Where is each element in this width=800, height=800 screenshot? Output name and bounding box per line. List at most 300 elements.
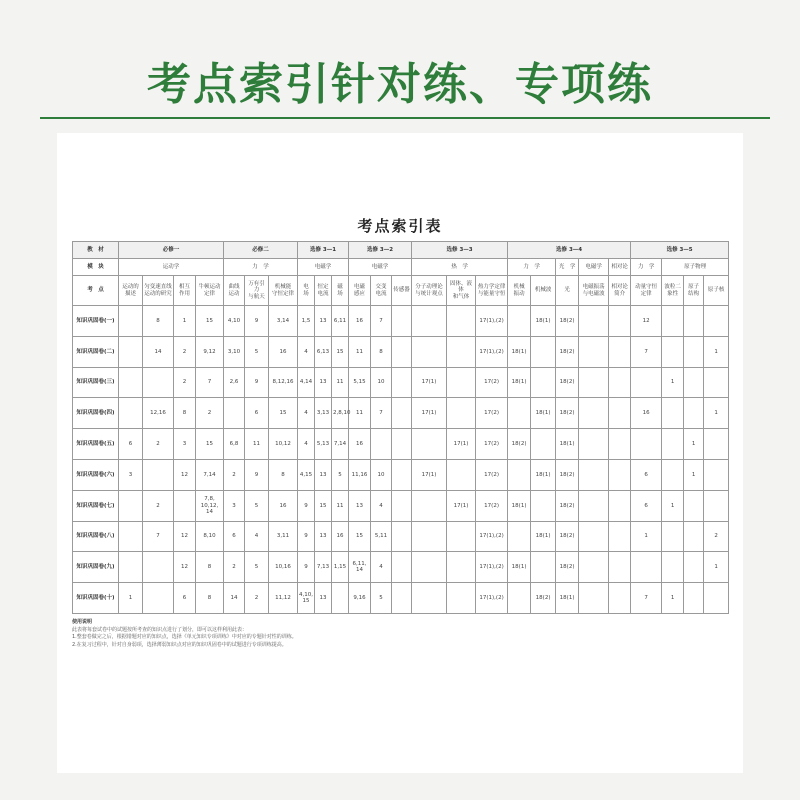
table-cell: 11: [349, 398, 371, 429]
table-cell: 17(1): [412, 459, 447, 490]
table-cell: 4: [245, 521, 269, 552]
table-cell: [392, 552, 412, 583]
table-cell: 13: [315, 521, 332, 552]
table-row: [73, 459, 729, 490]
header-topic: 相互 作用: [174, 276, 196, 306]
table-cell: [447, 521, 476, 552]
table-cell: [684, 336, 704, 367]
header-topic: 原子核: [704, 276, 729, 306]
table-cell: 3,13: [315, 398, 332, 429]
table-cell: [662, 398, 684, 429]
table-cell: 3,10: [224, 336, 245, 367]
table-cell: 17(1),(2): [476, 306, 508, 337]
table-cell: [143, 367, 174, 398]
table-cell: 4,10: [224, 306, 245, 337]
row-label: 知识巩固卷(一): [73, 306, 119, 337]
table-cell: 1: [631, 521, 662, 552]
header-topic: 动量守恒 定律: [631, 276, 662, 306]
table-cell: 11: [245, 429, 269, 460]
usage-note-line: 2.在复习过程中，针对自身弱项，选择薄弱知识点对应的知识巩固卷中的试题进行专项训练提高。: [72, 641, 287, 648]
table-cell: 12,16: [143, 398, 174, 429]
table-cell: 4,10, 15: [298, 583, 315, 614]
table-cell: 17(1),(2): [476, 552, 508, 583]
table-cell: 8,10: [196, 521, 224, 552]
table-cell: 15: [196, 429, 224, 460]
table-cell: [119, 521, 143, 552]
table-cell: [704, 429, 729, 460]
table-cell: 18(1): [508, 490, 531, 521]
table-cell: 17(2): [476, 429, 508, 460]
table-cell: 18(1): [556, 429, 579, 460]
table-cell: 18(2): [508, 429, 531, 460]
header-module: 力 学: [224, 259, 298, 276]
table-cell: [609, 552, 631, 583]
usage-notes: [72, 619, 722, 649]
table-cell: 16: [332, 521, 349, 552]
table-cell: 8: [196, 583, 224, 614]
table-cell: [508, 459, 531, 490]
table-cell: [531, 552, 556, 583]
header-module: 电磁学: [349, 259, 412, 276]
table-cell: 3: [174, 429, 196, 460]
table-cell: 17(1): [447, 490, 476, 521]
table-cell: 5: [245, 336, 269, 367]
header-topic: 恒定 电流: [315, 276, 332, 306]
table-cell: 18(1): [508, 367, 531, 398]
row-label: 知识巩固卷(四): [73, 398, 119, 429]
table-cell: [412, 429, 447, 460]
table-cell: 1: [684, 459, 704, 490]
table-cell: 6: [224, 521, 245, 552]
table-cell: [119, 398, 143, 429]
header-topic: 热力学定律 与能量守恒: [476, 276, 508, 306]
table-cell: 7,13: [315, 552, 332, 583]
row-label: 知识巩固卷(十): [73, 583, 119, 614]
table-cell: [119, 336, 143, 367]
table-cell: 18(1): [531, 521, 556, 552]
table-cell: 9: [245, 367, 269, 398]
header-topic: 交变 电流: [371, 276, 392, 306]
table-cell: [704, 306, 729, 337]
table-cell: 7,14: [332, 429, 349, 460]
table-cell: [531, 336, 556, 367]
table-cell: 11,12: [269, 583, 298, 614]
table-cell: 15: [315, 490, 332, 521]
table-cell: 3: [224, 490, 245, 521]
table-cell: 2: [143, 490, 174, 521]
table-cell: 17(1),(2): [476, 583, 508, 614]
header-module: 热 学: [412, 259, 508, 276]
row-label: 知识巩固卷(八): [73, 521, 119, 552]
table-cell: [412, 490, 447, 521]
table-cell: [579, 583, 609, 614]
table-cell: 10: [371, 367, 392, 398]
row-label: 知识巩固卷(六): [73, 459, 119, 490]
table-cell: 18(2): [556, 490, 579, 521]
header-book: 选修 3—1: [298, 242, 349, 259]
table-cell: 2: [174, 367, 196, 398]
table-cell: [579, 429, 609, 460]
table-row: [73, 367, 729, 398]
header-module: 相对论: [609, 259, 631, 276]
table-cell: [684, 552, 704, 583]
table-cell: [684, 521, 704, 552]
table-cell: [447, 398, 476, 429]
table-cell: [662, 521, 684, 552]
header-module: 原子物理: [662, 259, 729, 276]
table-row: [73, 552, 729, 583]
table-cell: 4: [371, 552, 392, 583]
header-topic: 波粒二 象性: [662, 276, 684, 306]
banner-divider: [40, 117, 770, 119]
header-topic: 曲线 运动: [224, 276, 245, 306]
table-row: [73, 398, 729, 429]
header-topic: 电磁振荡 与电磁波: [579, 276, 609, 306]
table-cell: 16: [349, 429, 371, 460]
table-cell: 11: [349, 336, 371, 367]
index-sheet: [57, 133, 743, 773]
table-cell: [662, 459, 684, 490]
table-cell: 2,8,10: [332, 398, 349, 429]
table-cell: [684, 398, 704, 429]
table-cell: 13: [315, 459, 332, 490]
table-cell: [531, 490, 556, 521]
table-cell: 4,14: [298, 367, 315, 398]
table-cell: 8: [143, 306, 174, 337]
table-cell: 6: [174, 583, 196, 614]
table-cell: 8,12,16: [269, 367, 298, 398]
table-cell: 6: [631, 459, 662, 490]
table-cell: 17(1): [447, 429, 476, 460]
header-label-module: 模 块: [73, 259, 119, 276]
header-book: 选修 3—5: [631, 242, 729, 259]
table-cell: [119, 306, 143, 337]
table-cell: 5,13: [315, 429, 332, 460]
table-cell: 5: [245, 552, 269, 583]
header-book: 必修二: [224, 242, 298, 259]
table-cell: [412, 336, 447, 367]
table-cell: [143, 459, 174, 490]
table-cell: [508, 583, 531, 614]
table-cell: 4: [371, 490, 392, 521]
table-cell: 15: [349, 521, 371, 552]
header-topic: 传感器: [392, 276, 412, 306]
table-cell: [631, 429, 662, 460]
table-cell: [392, 398, 412, 429]
table-cell: 18(2): [556, 398, 579, 429]
table-cell: 18(2): [556, 367, 579, 398]
table-cell: 17(2): [476, 367, 508, 398]
table-cell: [371, 429, 392, 460]
header-module: 电磁学: [579, 259, 609, 276]
table-cell: [631, 367, 662, 398]
table-cell: 9,12: [196, 336, 224, 367]
table-cell: [609, 367, 631, 398]
header-topic: 磁 场: [332, 276, 349, 306]
row-label: 知识巩固卷(九): [73, 552, 119, 583]
usage-note-line: 1.整套卷做完之后，根据错题对应的知识点，选择《单元知识专项训练》中对应的专题针对性的训练。: [72, 634, 297, 640]
table-cell: 6,11, 14: [349, 552, 371, 583]
table-cell: [392, 336, 412, 367]
table-cell: 17(2): [476, 490, 508, 521]
table-cell: 7: [631, 583, 662, 614]
table-cell: 7,14: [196, 459, 224, 490]
table-cell: [143, 552, 174, 583]
table-cell: 18(1): [531, 306, 556, 337]
table-cell: [447, 336, 476, 367]
table-row: [73, 583, 729, 614]
table-cell: [662, 336, 684, 367]
table-cell: [579, 490, 609, 521]
table-cell: [508, 398, 531, 429]
table-cell: [609, 398, 631, 429]
table-cell: 18(1): [531, 459, 556, 490]
header-label-topic: 考 点: [73, 276, 119, 306]
table-cell: [412, 521, 447, 552]
index-table: [72, 241, 729, 614]
table-cell: 9: [245, 459, 269, 490]
table-cell: [332, 583, 349, 614]
header-topic: 机械能 守恒定律: [269, 276, 298, 306]
table-cell: 18(2): [556, 521, 579, 552]
table-cell: [224, 398, 245, 429]
table-cell: [609, 583, 631, 614]
table-cell: 2: [245, 583, 269, 614]
table-cell: [447, 583, 476, 614]
header-module: 光 学: [556, 259, 579, 276]
table-cell: 1: [704, 552, 729, 583]
table-cell: [412, 583, 447, 614]
table-cell: [579, 336, 609, 367]
table-cell: 14: [224, 583, 245, 614]
table-cell: [684, 367, 704, 398]
table-cell: 2,6: [224, 367, 245, 398]
table-cell: 18(2): [531, 583, 556, 614]
table-cell: [392, 306, 412, 337]
table-cell: 11: [332, 490, 349, 521]
table-row: [73, 306, 729, 337]
table-cell: [392, 490, 412, 521]
table-cell: 18(2): [556, 459, 579, 490]
table-cell: [119, 490, 143, 521]
table-cell: 1: [119, 583, 143, 614]
table-cell: 10,16: [269, 552, 298, 583]
table-cell: 1: [662, 367, 684, 398]
table-cell: 10,12: [269, 429, 298, 460]
table-cell: 15: [196, 306, 224, 337]
table-cell: 10: [371, 459, 392, 490]
table-cell: [531, 367, 556, 398]
table-cell: 1: [704, 336, 729, 367]
header-module: 力 学: [508, 259, 556, 276]
table-cell: 2: [174, 336, 196, 367]
table-cell: 4: [298, 398, 315, 429]
table-cell: 16: [269, 490, 298, 521]
table-cell: 13: [315, 367, 332, 398]
table-cell: [579, 459, 609, 490]
table-cell: 2: [143, 429, 174, 460]
table-row: [73, 429, 729, 460]
header-topic: 万有引力 与航天: [245, 276, 269, 306]
table-cell: [662, 306, 684, 337]
table-cell: 5: [332, 459, 349, 490]
table-cell: [684, 583, 704, 614]
table-cell: [704, 583, 729, 614]
table-cell: 2: [224, 459, 245, 490]
table-cell: [119, 367, 143, 398]
table-cell: 7: [143, 521, 174, 552]
header-topic: 分子动理论 与统计观点: [412, 276, 447, 306]
table-cell: [609, 490, 631, 521]
table-cell: [609, 429, 631, 460]
table-cell: 18(1): [508, 552, 531, 583]
table-cell: 6: [631, 490, 662, 521]
table-cell: 13: [315, 306, 332, 337]
table-cell: 15: [269, 398, 298, 429]
table-cell: 9: [298, 490, 315, 521]
table-cell: 5,11: [371, 521, 392, 552]
table-cell: 11: [332, 367, 349, 398]
header-module: 力 学: [631, 259, 662, 276]
table-row: [73, 521, 729, 552]
table-cell: [119, 552, 143, 583]
table-cell: 6,8: [224, 429, 245, 460]
table-cell: 3: [119, 459, 143, 490]
table-cell: [704, 459, 729, 490]
table-cell: [579, 367, 609, 398]
header-label-textbook: 教 材: [73, 242, 119, 259]
table-cell: 7: [371, 398, 392, 429]
table-cell: 12: [174, 459, 196, 490]
table-cell: [609, 336, 631, 367]
table-cell: 7,8, 10,12, 14: [196, 490, 224, 521]
table-cell: [684, 306, 704, 337]
table-row: [73, 336, 729, 367]
table-cell: 8: [269, 459, 298, 490]
table-cell: 15: [332, 336, 349, 367]
table-cell: 1: [684, 429, 704, 460]
table-cell: [579, 306, 609, 337]
table-cell: [392, 583, 412, 614]
table-cell: 17(1),(2): [476, 521, 508, 552]
table-cell: [662, 552, 684, 583]
header-module: 电磁学: [298, 259, 349, 276]
table-cell: [412, 306, 447, 337]
table-cell: [447, 552, 476, 583]
table-cell: [579, 552, 609, 583]
table-cell: 7: [196, 367, 224, 398]
table-cell: [704, 490, 729, 521]
table-cell: 18(2): [556, 306, 579, 337]
table-cell: 2: [196, 398, 224, 429]
table-cell: 18(1): [508, 336, 531, 367]
table-cell: 16: [349, 306, 371, 337]
table-cell: 5: [245, 490, 269, 521]
banner-title: 考点索引针对练、专项练: [147, 59, 653, 110]
usage-notes-title: 使用说明: [72, 619, 93, 625]
table-cell: [508, 521, 531, 552]
table-cell: [609, 521, 631, 552]
row-label: 知识巩固卷(五): [73, 429, 119, 460]
header-topic: 牛顿运动 定律: [196, 276, 224, 306]
table-cell: 17(2): [476, 398, 508, 429]
table-cell: [447, 459, 476, 490]
table-cell: [704, 367, 729, 398]
table-cell: 1: [704, 398, 729, 429]
table-cell: 1: [174, 306, 196, 337]
header-topic: 机械 振动: [508, 276, 531, 306]
header-topic: 运动的 描述: [119, 276, 143, 306]
table-cell: 3,14: [269, 306, 298, 337]
table-row: [73, 490, 729, 521]
table-cell: 12: [631, 306, 662, 337]
header-topic: 电磁 感应: [349, 276, 371, 306]
table-cell: 6,11: [332, 306, 349, 337]
table-cell: 9: [298, 552, 315, 583]
table-cell: [392, 429, 412, 460]
table-cell: [508, 306, 531, 337]
table-cell: 5,15: [349, 367, 371, 398]
table-cell: 7: [631, 336, 662, 367]
table-cell: 1,5: [298, 306, 315, 337]
table-cell: 8: [196, 552, 224, 583]
table-cell: [684, 490, 704, 521]
table-cell: 13: [315, 583, 332, 614]
table-cell: 17(1): [412, 367, 447, 398]
table-cell: 9,16: [349, 583, 371, 614]
table-cell: [579, 398, 609, 429]
table-cell: 6: [119, 429, 143, 460]
table-cell: 1: [662, 583, 684, 614]
table-cell: [662, 429, 684, 460]
header-topic: 匀变速直线 运动的研究: [143, 276, 174, 306]
table-cell: 17(1),(2): [476, 336, 508, 367]
table-cell: 17(2): [476, 459, 508, 490]
table-cell: 18(2): [556, 336, 579, 367]
table-cell: 9: [245, 306, 269, 337]
header-book: 选修 3—3: [412, 242, 508, 259]
table-cell: 12: [174, 552, 196, 583]
table-cell: 11,16: [349, 459, 371, 490]
table-cell: 14: [143, 336, 174, 367]
table-cell: 6,13: [315, 336, 332, 367]
table-cell: 18(2): [556, 552, 579, 583]
table-cell: 18(1): [556, 583, 579, 614]
header-topic: 光: [556, 276, 579, 306]
header-topic: 原子 结构: [684, 276, 704, 306]
table-cell: 4,15: [298, 459, 315, 490]
table-cell: 16: [269, 336, 298, 367]
table-title: 考点索引表: [357, 217, 443, 235]
table-cell: 4: [298, 429, 315, 460]
table-cell: 9: [298, 521, 315, 552]
usage-note-line: 此表将每套试卷中的试题按所考查的知识点进行了划分，即可以这样利用此表：: [72, 626, 248, 633]
table-cell: [631, 552, 662, 583]
table-cell: 6: [245, 398, 269, 429]
table-cell: [609, 459, 631, 490]
table-cell: 16: [631, 398, 662, 429]
table-cell: 1: [662, 490, 684, 521]
table-cell: 8: [174, 398, 196, 429]
row-label: 知识巩固卷(三): [73, 367, 119, 398]
table-cell: [447, 367, 476, 398]
table-cell: 1,15: [332, 552, 349, 583]
header-topic: 固体、液体 和气体: [447, 276, 476, 306]
table-cell: 13: [349, 490, 371, 521]
row-label: 知识巩固卷(二): [73, 336, 119, 367]
table-cell: 5: [371, 583, 392, 614]
table-cell: [579, 521, 609, 552]
